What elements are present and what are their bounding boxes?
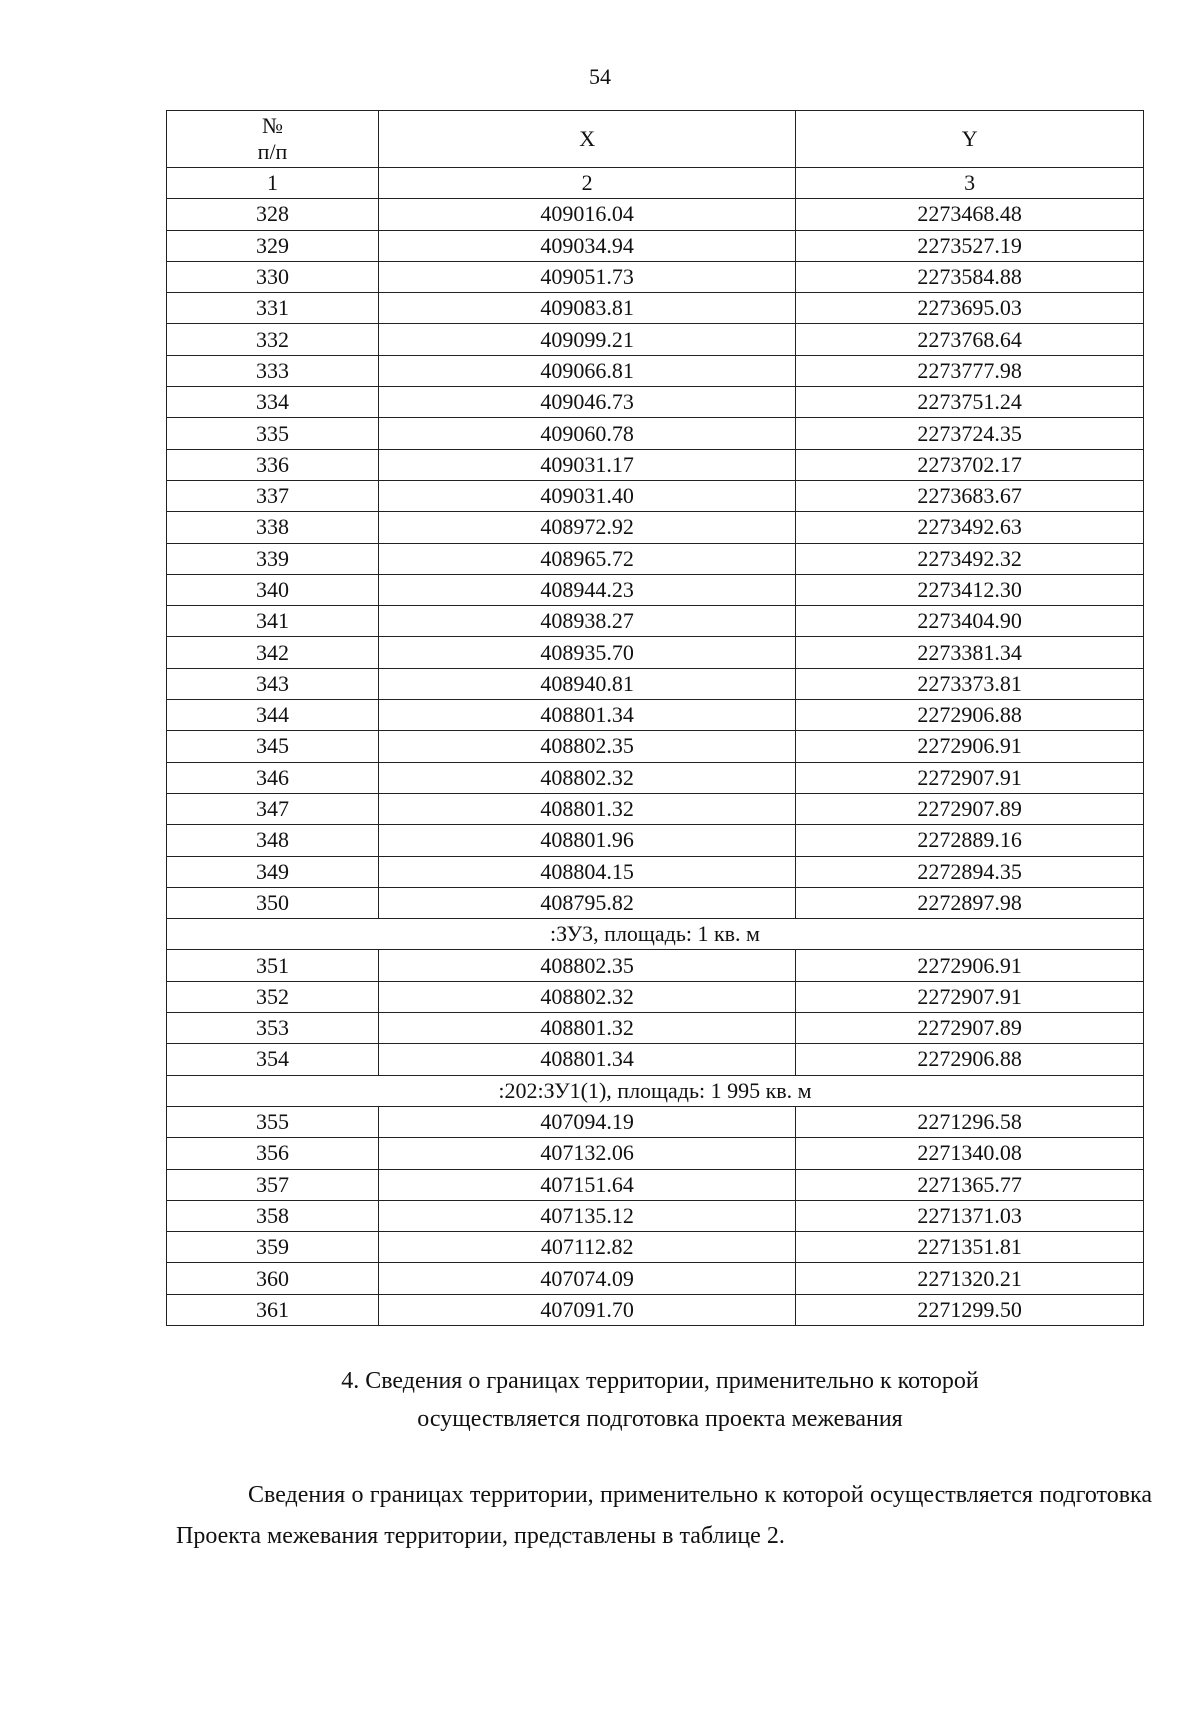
coord-y: 2273412.30 [796,574,1144,605]
coord-x: 409034.94 [379,230,796,261]
table-row [167,700,1144,731]
table-row [167,1263,1144,1294]
coord-x: 408801.96 [379,825,796,856]
row-number: 341 [167,606,379,637]
coord-y: 2272907.91 [796,762,1144,793]
table-row [167,668,1144,699]
row-number: 347 [167,793,379,824]
table-row [167,887,1144,918]
table-row [167,762,1144,793]
coord-x: 407094.19 [379,1106,796,1137]
header-num-line1: № [262,113,284,138]
row-number: 330 [167,261,379,292]
header-y: Y [796,111,1144,168]
row-number: 351 [167,950,379,981]
row-number: 348 [167,825,379,856]
column-number-1: 1 [167,168,379,199]
row-number: 354 [167,1044,379,1075]
coord-x: 409016.04 [379,199,796,230]
coord-x: 409099.21 [379,324,796,355]
table-header [167,111,1144,168]
row-number: 333 [167,355,379,386]
coord-x: 407132.06 [379,1138,796,1169]
coord-x: 408944.23 [379,574,796,605]
row-number: 360 [167,1263,379,1294]
coord-x: 408801.32 [379,793,796,824]
coord-x: 408801.32 [379,1013,796,1044]
coord-x: 409066.81 [379,355,796,386]
coord-x: 409046.73 [379,387,796,418]
row-number: 356 [167,1138,379,1169]
coord-y: 2273751.24 [796,387,1144,418]
coord-x: 407151.64 [379,1169,796,1200]
coord-x: 408802.35 [379,731,796,762]
row-number: 349 [167,856,379,887]
section-heading-line2: осуществляется подготовка проекта межевания [417,1406,903,1432]
coord-y: 2273702.17 [796,449,1144,480]
coord-x: 408972.92 [379,512,796,543]
header-num-line2: п/п [257,139,288,164]
coord-y: 2271371.03 [796,1200,1144,1231]
table-row [167,950,1144,981]
table-row [167,355,1144,386]
coord-x: 407091.70 [379,1294,796,1325]
column-number-row [167,168,1144,199]
coord-y: 2273724.35 [796,418,1144,449]
table-row [167,856,1144,887]
coord-y: 2272906.91 [796,950,1144,981]
table-row [167,574,1144,605]
header-num [167,111,379,168]
row-number: 331 [167,293,379,324]
section-row [167,919,1144,950]
table-row [167,543,1144,574]
table-row [167,199,1144,230]
row-number: 337 [167,480,379,511]
coord-x: 408965.72 [379,543,796,574]
coord-y: 2272897.98 [796,887,1144,918]
coord-x: 409083.81 [379,293,796,324]
coord-y: 2273527.19 [796,230,1144,261]
row-number: 343 [167,668,379,699]
coordinates-table [166,110,1144,1326]
coord-x: 408804.15 [379,856,796,887]
row-number: 339 [167,543,379,574]
coord-x: 408801.34 [379,1044,796,1075]
row-number: 332 [167,324,379,355]
coord-x: 408935.70 [379,637,796,668]
coord-x: 409051.73 [379,261,796,292]
table-row [167,981,1144,1012]
coord-y: 2272907.89 [796,793,1144,824]
page-number: 54 [589,64,611,89]
table-row [167,1106,1144,1137]
table-row [167,637,1144,668]
row-number: 340 [167,574,379,605]
table-row [167,512,1144,543]
table-row [167,606,1144,637]
coord-y: 2271320.21 [796,1263,1144,1294]
row-number: 346 [167,762,379,793]
table-row [167,1232,1144,1263]
row-number: 344 [167,700,379,731]
body-paragraph: Сведения о границах территории, применительно к которой осуществляется подготовка Проекта межевания территории, представлены в таблице 2. [176,1482,1152,1549]
table-row [167,825,1144,856]
coord-x: 409031.17 [379,449,796,480]
row-number: 353 [167,1013,379,1044]
coord-y: 2272906.91 [796,731,1144,762]
table-row [167,1169,1144,1200]
row-number: 358 [167,1200,379,1231]
row-number: 345 [167,731,379,762]
row-number: 328 [167,199,379,230]
table-row [167,418,1144,449]
coord-x: 408801.34 [379,700,796,731]
coord-x: 409031.40 [379,480,796,511]
coord-y: 2272906.88 [796,700,1144,731]
table-row [167,230,1144,261]
section-row [167,1075,1144,1106]
coord-y: 2271299.50 [796,1294,1144,1325]
coord-y: 2273584.88 [796,261,1144,292]
coord-y: 2272894.35 [796,856,1144,887]
column-number-2: 2 [379,168,796,199]
table-row [167,293,1144,324]
coord-y: 2273492.63 [796,512,1144,543]
coord-y: 2272906.88 [796,1044,1144,1075]
section-heading [260,1362,1060,1438]
coord-x: 408940.81 [379,668,796,699]
coord-y: 2273468.48 [796,199,1144,230]
coord-y: 2272889.16 [796,825,1144,856]
coord-y: 2273777.98 [796,355,1144,386]
table-row [167,480,1144,511]
coord-y: 2273683.67 [796,480,1144,511]
row-number: 350 [167,887,379,918]
coord-y: 2273404.90 [796,606,1144,637]
header-x: X [379,111,796,168]
table-row [167,731,1144,762]
coord-x: 407135.12 [379,1200,796,1231]
coord-y: 2273381.34 [796,637,1144,668]
coord-y: 2271340.08 [796,1138,1144,1169]
table-row [167,1200,1144,1231]
row-number: 336 [167,449,379,480]
coord-y: 2273373.81 [796,668,1144,699]
table-row [167,1138,1144,1169]
row-number: 357 [167,1169,379,1200]
coord-y: 2271296.58 [796,1106,1144,1137]
table-row [167,324,1144,355]
coord-x: 408802.32 [379,762,796,793]
row-number: 335 [167,418,379,449]
row-number: 334 [167,387,379,418]
table-row [167,1294,1144,1325]
row-number: 329 [167,230,379,261]
table-row [167,449,1144,480]
section-title-202-zu1: :202:ЗУ1(1), площадь: 1 995 кв. м [167,1075,1144,1106]
row-number: 355 [167,1106,379,1137]
table-row [167,1013,1144,1044]
table-row [167,387,1144,418]
coord-x: 408795.82 [379,887,796,918]
table-row [167,261,1144,292]
coord-y: 2272907.91 [796,981,1144,1012]
coord-x: 408802.32 [379,981,796,1012]
coord-y: 2273768.64 [796,324,1144,355]
coord-x: 409060.78 [379,418,796,449]
table-row [167,793,1144,824]
row-number: 338 [167,512,379,543]
row-number: 352 [167,981,379,1012]
row-number: 359 [167,1232,379,1263]
coord-y: 2271365.77 [796,1169,1144,1200]
coord-y: 2271351.81 [796,1232,1144,1263]
row-number: 361 [167,1294,379,1325]
table-row [167,1044,1144,1075]
header-row [167,111,1144,168]
coord-x: 407074.09 [379,1263,796,1294]
column-number-3: 3 [796,168,1144,199]
section-heading-line1: 4. Сведения о границах территории, применительно к которой [341,1368,979,1394]
coord-y: 2273492.32 [796,543,1144,574]
coord-y: 2272907.89 [796,1013,1144,1044]
section-title-zu3: :ЗУ3, площадь: 1 кв. м [167,919,1144,950]
coord-x: 407112.82 [379,1232,796,1263]
row-number: 342 [167,637,379,668]
coord-x: 408802.35 [379,950,796,981]
table-body [167,168,1144,1326]
coord-x: 408938.27 [379,606,796,637]
coord-y: 2273695.03 [796,293,1144,324]
